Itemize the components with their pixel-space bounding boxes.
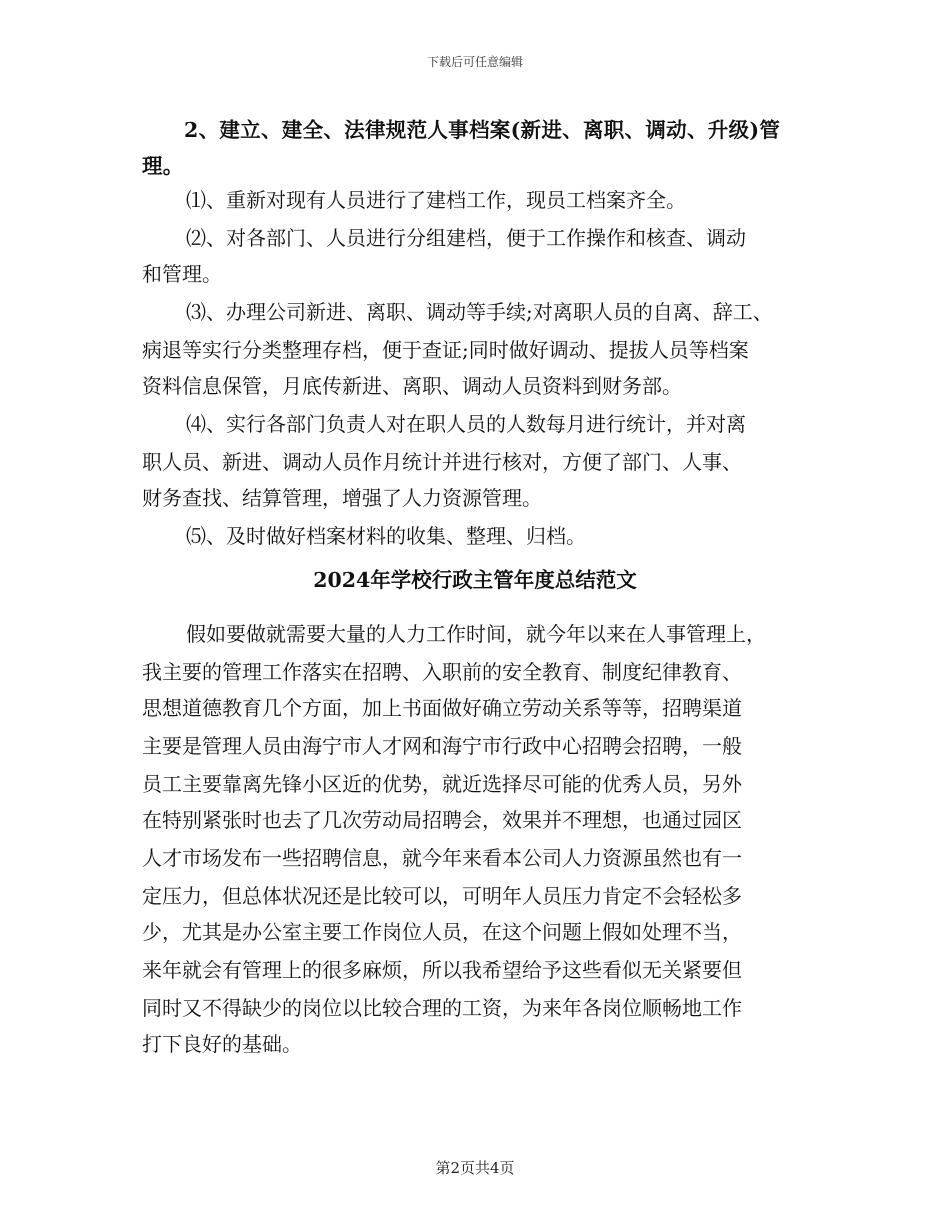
list-item-4-line-1: ⑷、实行各部门负责人对在职人员的人数每月进行统计，并对离 [186, 412, 746, 436]
paragraph-line: 定压力，但总体状况还是比较可以，可明年人员压力肯定不会轻松多 [142, 884, 742, 908]
paragraph-line: 主要是管理人员由海宁市人才网和海宁市行政中心招聘会招聘，一般 [142, 734, 742, 758]
section-heading-line: 2、建立、建全、法律规范人事档案(新进、离职、调动、升级)管 [184, 118, 781, 142]
paragraph-line: 在特别紧张时也去了几次劳动局招聘会，效果并不理想，也通过园区 [142, 808, 742, 832]
paragraph-line: 员工主要靠离先锋小区近的优势，就近选择尽可能的优秀人员，另外 [142, 772, 742, 796]
list-item-3-line-2: 病退等实行分类整理存档，便于查证;同时做好调动、提拔人员等档案 [142, 338, 749, 362]
list-item-2-line-2: 和管理。 [142, 262, 222, 286]
page-number: 第2页共4页 [435, 1159, 515, 1177]
header-note: 下载后可任意编辑 [426, 55, 523, 69]
document-title: 2024年学校行政主管年度总结范文 [313, 568, 637, 592]
paragraph-line: 人才市场发布一些招聘信息，就今年来看本公司人力资源虽然也有一 [142, 846, 742, 870]
paragraph-line: 思想道德教育几个方面，加上书面做好确立劳动关系等等，招聘渠道 [142, 696, 742, 720]
section-heading [142, 112, 822, 184]
list-item-5-line-1: ⑸、及时做好档案材料的收集、整理、归档。 [186, 524, 586, 548]
paragraph-line: 打下良好的基础。 [142, 1032, 302, 1056]
list-item-1-line-1: ⑴、重新对现有人员进行了建档工作，现员工档案齐全。 [186, 188, 686, 212]
list-item-3-line-1: ⑶、办理公司新进、离职、调动等手续;对离职人员的自离、辞工、 [186, 300, 773, 324]
list-item-3-line-3: 资料信息保管，月底传新进、离职、调动人员资料到财务部。 [142, 374, 682, 398]
paragraph-line: 少，尤其是办公室主要工作岗位人员，在这个问题上假如处理不当， [142, 920, 742, 944]
list-item-4-line-2: 职人员、新进、调动人员作月统计并进行核对，方便了部门、人事、 [142, 450, 742, 474]
paragraph-line: 假如要做就需要大量的人力工作时间，就今年以来在人事管理上， [186, 622, 766, 646]
section-heading-line: 理。 [142, 154, 184, 178]
list-item-4-line-3: 财务查找、结算管理，增强了人力资源管理。 [142, 486, 542, 510]
paragraph-line: 我主要的管理工作落实在招聘、入职前的安全教育、制度纪律教育、 [142, 660, 742, 684]
paragraph-line: 来年就会有管理上的很多麻烦，所以我希望给予这些看似无关紧要但 [142, 958, 742, 982]
paragraph-line: 同时又不得缺少的岗位以比较合理的工资，为来年各岗位顺畅地工作 [142, 996, 742, 1020]
list-item-2-line-1: ⑵、对各部门、人员进行分组建档，便于工作操作和核查、调动 [186, 226, 746, 250]
